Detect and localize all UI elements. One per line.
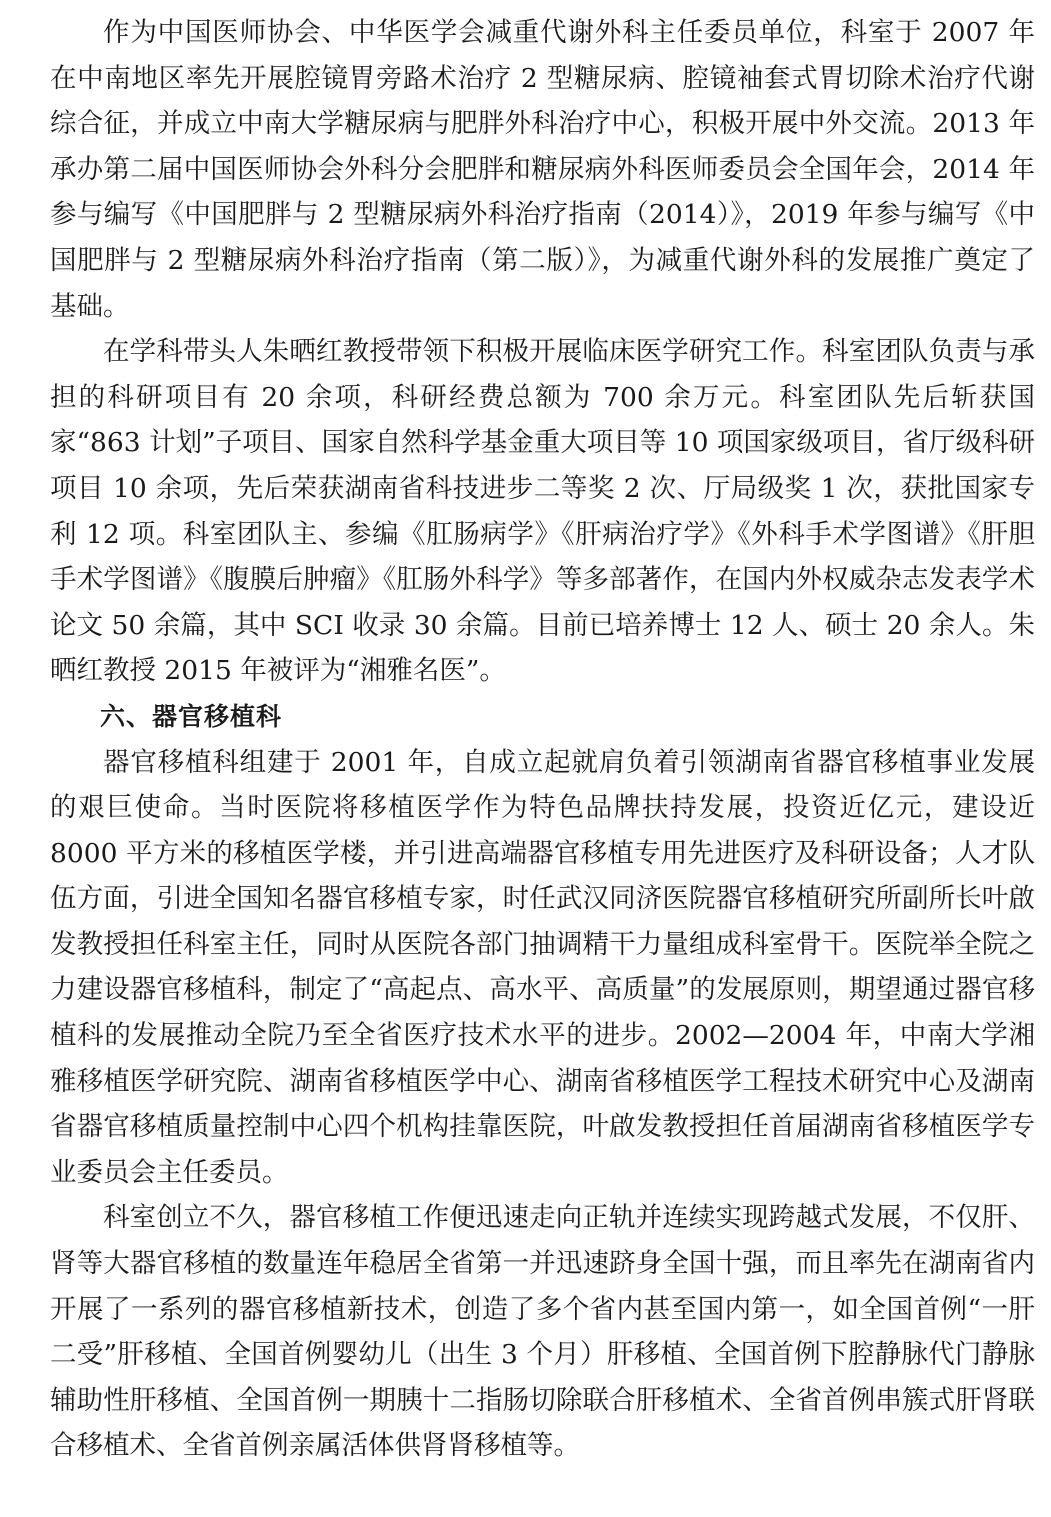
paragraph-transplant-achievements: 科室创立不久，器官移植工作便迅速走向正轨并连续实现跨越式发展，不仅肝、肾等大器官移植的数量连年稳居全省第一并迅速跻身全国十强，而且率先在湖南省内开展了一系列的器官移植新技术，创造了多个省内甚至国内第一，如全国首例“一肝二受”肝移植、全国首例婴幼儿（出生 3 个月）肝移植、全国首例下腔静脉代门静脉辅助性肝移植、全国首例一期胰十二指肠切除联合肝移植术、全省首例串簇式肝肾联合移植术、全省首例亲属活体供肾肾移植等。 bbox=[50, 1202, 1035, 1462]
paragraph-department-founding: 器官移植科组建于 2001 年，自成立起就肩负着引领湖南省器官移植事业发展的艰巨使命。当时医院将移植医学作为特色品牌扶持发展，投资近亿元，建设近 8000 平方米的移植医学楼，并引进高端器官移植专用先进医疗及科研设备；人才队伍方面，引进全国知名器官移植专家，时任武汉同济医院器官移植研究所副所长叶啟发教授担任科室主任，同时从医院各部门抽调精干力量组成科室骨干。医院举全院之力建设器官移植科，制定了“高起点、高水平、高质量”的发展原则，期望通过器官移植科的发展推动全院乃至全省医疗技术水平的进步。2002—2004 年，中南大学湘雅移植医学研究院、湖南省移植医学中心、湖南省移植医学工程技术研究中心及湖南省器官移植质量控制中心四个机构挂靠医院，叶啟发教授担任首届湖南省移植医学专业委员会主任委员。 bbox=[50, 746, 1035, 1188]
document-page bbox=[50, 10, 1035, 1469]
paragraph-clinical-research: 在学科带头人朱晒红教授带领下积极开展临床医学研究工作。科室团队负责与承担的科研项目有 20 余项，科研经费总额为 700 余万元。科室团队先后斩获国家“863 计划”子项目、国家自然科学基金重大项目等 10 项国家级项目，省厅级科研项目 10 余项，先后荣获湖南省科技进步二等奖 2 次、厅局级奖 1 次，获批国家专利 12 项。科室团队主、参编《肛肠病学》《肝病治疗学》《外科手术学图谱》《肝胆手术学图谱》《腹膜后肿瘤》《肛肠外科学》等多部著作，在国内外权威杂志发表学术论文 50 余篇，其中 SCI 收录 30 余篇。目前已培养博士 12 人、硕士 20 余人。朱晒红教授 2015 年被评为“湘雅名医”。 bbox=[50, 336, 1035, 687]
paragraph-bariatric-surgery: 作为中国医师协会、中华医学会减重代谢外科主任委员单位，科室于 2007 年在中南地区率先开展腔镜胃旁路术治疗 2 型糖尿病、腔镜袖套式胃切除术治疗代谢综合征，并成立中南大学糖尿病与肥胖外科治疗中心，积极开展中外交流。2013 年承办第二届中国医师协会外科分会肥胖和糖尿病外科医师委员会全国年会，2014 年参与编写《中国肥胖与 2 型糖尿病外科治疗指南（2014）》，2019 年参与编写《中国肥胖与 2 型糖尿病外科治疗指南（第二版）》，为减重代谢外科的发展推广奠定了基础。 bbox=[50, 17, 1035, 322]
section-heading-organ-transplant: 六、器官移植科 bbox=[100, 701, 283, 731]
